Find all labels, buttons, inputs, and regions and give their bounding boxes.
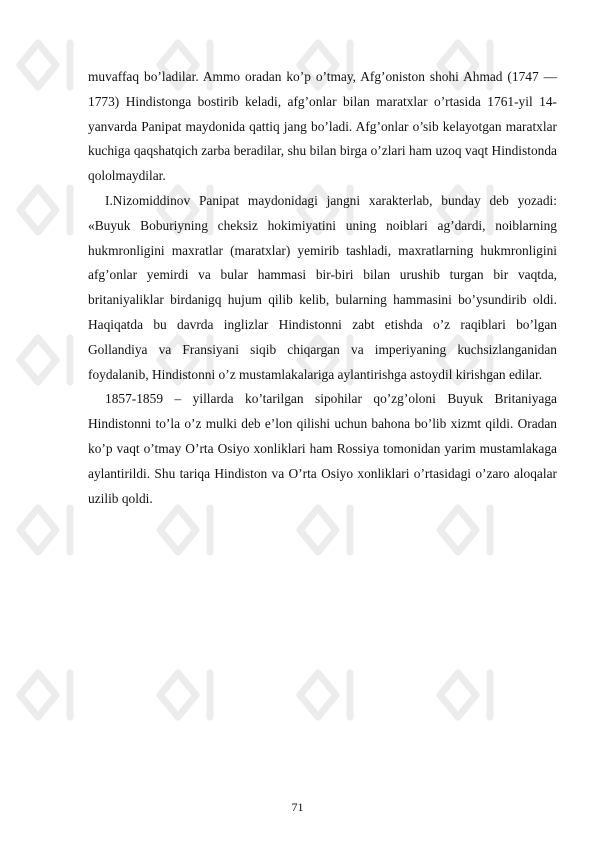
watermark-logo [440,673,490,717]
body-text [88,65,557,511]
watermark-logo [300,673,350,717]
watermark-logo [20,43,70,87]
watermark-logo [160,508,210,552]
paragraph: 1857-1859 – yillarda ko’tarilgan sipohilar qo’zg’oloni Buyuk Britaniyaga Hindistonni to’la o’z mulki deb e’lon qilishi uchun bahona bo’lib xizmt qildi. Oradan ko’p vaqt o’tmay O’rta Osiyo xonliklari ham Rossiya tomonidan yarim mustamlakaga aylantirildi. Shu tariqa Hindiston va O’rta Osiyo xonliklari o’rtasidagi o’zaro aloqalar uzilib qoldi. [88,391,557,506]
watermark-logo [20,188,70,232]
watermark-logo [20,508,70,552]
page-number: 71 [291,800,304,814]
watermark-logo [440,508,490,552]
watermark-logo [20,673,70,717]
watermark-logo [20,338,70,382]
watermark-logo [300,508,350,552]
paragraph: I.Nizomiddinov Panipat maydonidagi jangni xarakterlab, bunday deb yozadi: «Buyuk Boburiyning cheksiz hokimiyatini uning noiblari ag’dardi, noiblarning hukmronligini maxratlar (maratxlar) yemirib tashladi, maxratlarning hukmronligini afg’onlar yemirdi va bular hammasi bir-biri bilan urushib turgan bir vaqtda, britaniyaliklar birdanigq hujum qilib kelib, bularning hammasini bo’ysundirib oldi. Haqiqatda bu davrda inglizlar Hindistonni zabt etishda o’z raqiblari bo’lgan Gollandiya va Fransiyani siqib chiqargan va imperiyaning kuchsizlanganidan foydalanib, Hindistonni o’z mustamlakalariga aylantirishga astoydil kirishgan edilar. [88,192,557,382]
paragraph-continuation: muvaffaq bo’ladilar. Ammo oradan ko’p o’tmay, Afg’oniston shohi Ahmad (1747 —1773) Hindistonga bostirib keladi, afg’onlar bilan maratxlar o’rtasida 1761-yil 14-yanvarda Panipat maydonida qattiq jang bo’ladi. Afg’onlar o’sib kelayotgan maratxlar kuchiga qaqshatqich zarba beradilar, shu bilan birga o’zlari ham uzoq vaqt Hindistonda qololmaydilar. [88,69,557,184]
watermark-logo [160,673,210,717]
